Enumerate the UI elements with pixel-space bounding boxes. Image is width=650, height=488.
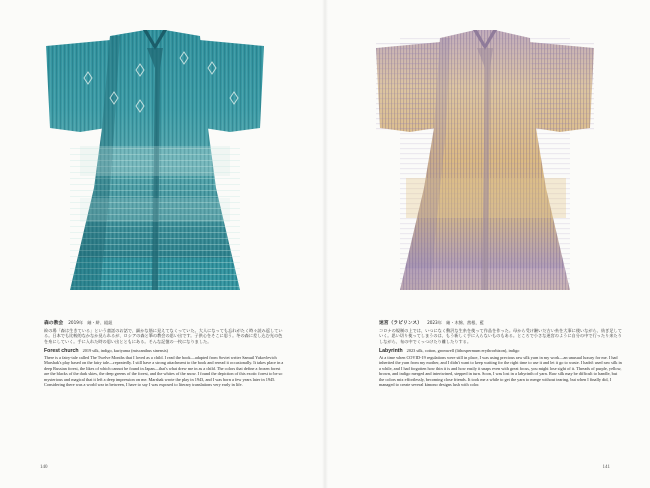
right-caption: [379, 320, 623, 388]
page-number-left: 140: [40, 465, 48, 470]
en-body: There is a fairy-tale called The Twelve Months that I loved as a child. I read the book—adapted from Soviet writer Samuil Yakovlevich Marshak's play based on the fairy tale—repeatedly. I still have a strong attachment to the book and reread it occasionally. It takes place in a deep Russian forest, the likes of which cannot be found in Japan—that's what drew me in as a child. The colors that define a frozen forest are the blacks of the dark skies, the deep greens of the forest, and the whites of the snow. I found the depiction of this exotic forest to be so mysterious and magical that it left a deep impression on me. Marshak wrote the play in 1943, and I was born a few years later in 1945. Considering there was a world war in between, I have to say I was exposed to literary translations very early in life.: [44, 354, 284, 388]
en-title: Forest church: [44, 348, 79, 355]
jp-meta: 2019年 紬・絣、組紐: [68, 320, 113, 325]
warm-kimono-image: [370, 28, 600, 300]
right-page: [325, 0, 650, 488]
jp-title: 迷宮（ラビリンス）: [379, 321, 423, 326]
en-title: Labyrinth: [379, 348, 403, 355]
page-number-right: 141: [602, 465, 610, 470]
jp-body: コロナの規制の上では、いつになく贅沢な生糸を使って作品を作った。母から受け継いだ古い糸を大事に使いながら、紡ぎ足していく。思い切り使ってしまうのは、もう新しく手に入らないものもある。ところで小さな迷宮のように自分の中で行ったり来たりしながら、布の中でくっつけたり離したりする。: [379, 327, 622, 344]
jp-meta: 2023年 紬・木綿、茜根、藍: [427, 320, 484, 325]
left-caption: [44, 320, 284, 388]
teal-kimono-image: [40, 28, 270, 300]
en-meta: 2019 silk, indigo, kuriyama (miscanthus sinensis): [82, 348, 168, 354]
en-meta: 2023 silk, cotton, gromwell (lithospermum erythrorhizon), indigo: [406, 348, 520, 354]
en-body: At a time when COVID-19 regulations were still in place, I was using precious raw silk yarn in my work—an unusual luxury for me. I had inherited the yarn from my mother, and I didn't want to keep waiting for the right time to use it and let it go to waste. I hadn't used raw silk in a while, and I had forgotten how thin it is and how easily it snaps even with great focus, you might lose sight of it. Threads of purple, yellow, brown, and indigo merged and intertwined, stepped in turn. Soon, I was lost in a labyrinth of yarn. Raw silk may be difficult to handle, but the colors mix effortlessly, becoming close friends. It took me a while to get the yarn to merge without tearing, but when I finally did, I managed to create several kimono designs lush with color.: [379, 354, 622, 388]
jp-body: 絵の場「森は生きている」という童話のお話で、細かな筋に見えてなくっていた。大人になっても忘れがたく時々読み返している。日本でも比較的なかなか見られるが、ロシアの森と筆の教会の思い出です。子供心をそこに思う。冬の森に差し込む光の色を糸にしていく。手に入れた時の思い出とともにある。そんな記憶の一枚になりました。: [44, 327, 283, 344]
jp-title: 森の教会: [44, 321, 64, 326]
